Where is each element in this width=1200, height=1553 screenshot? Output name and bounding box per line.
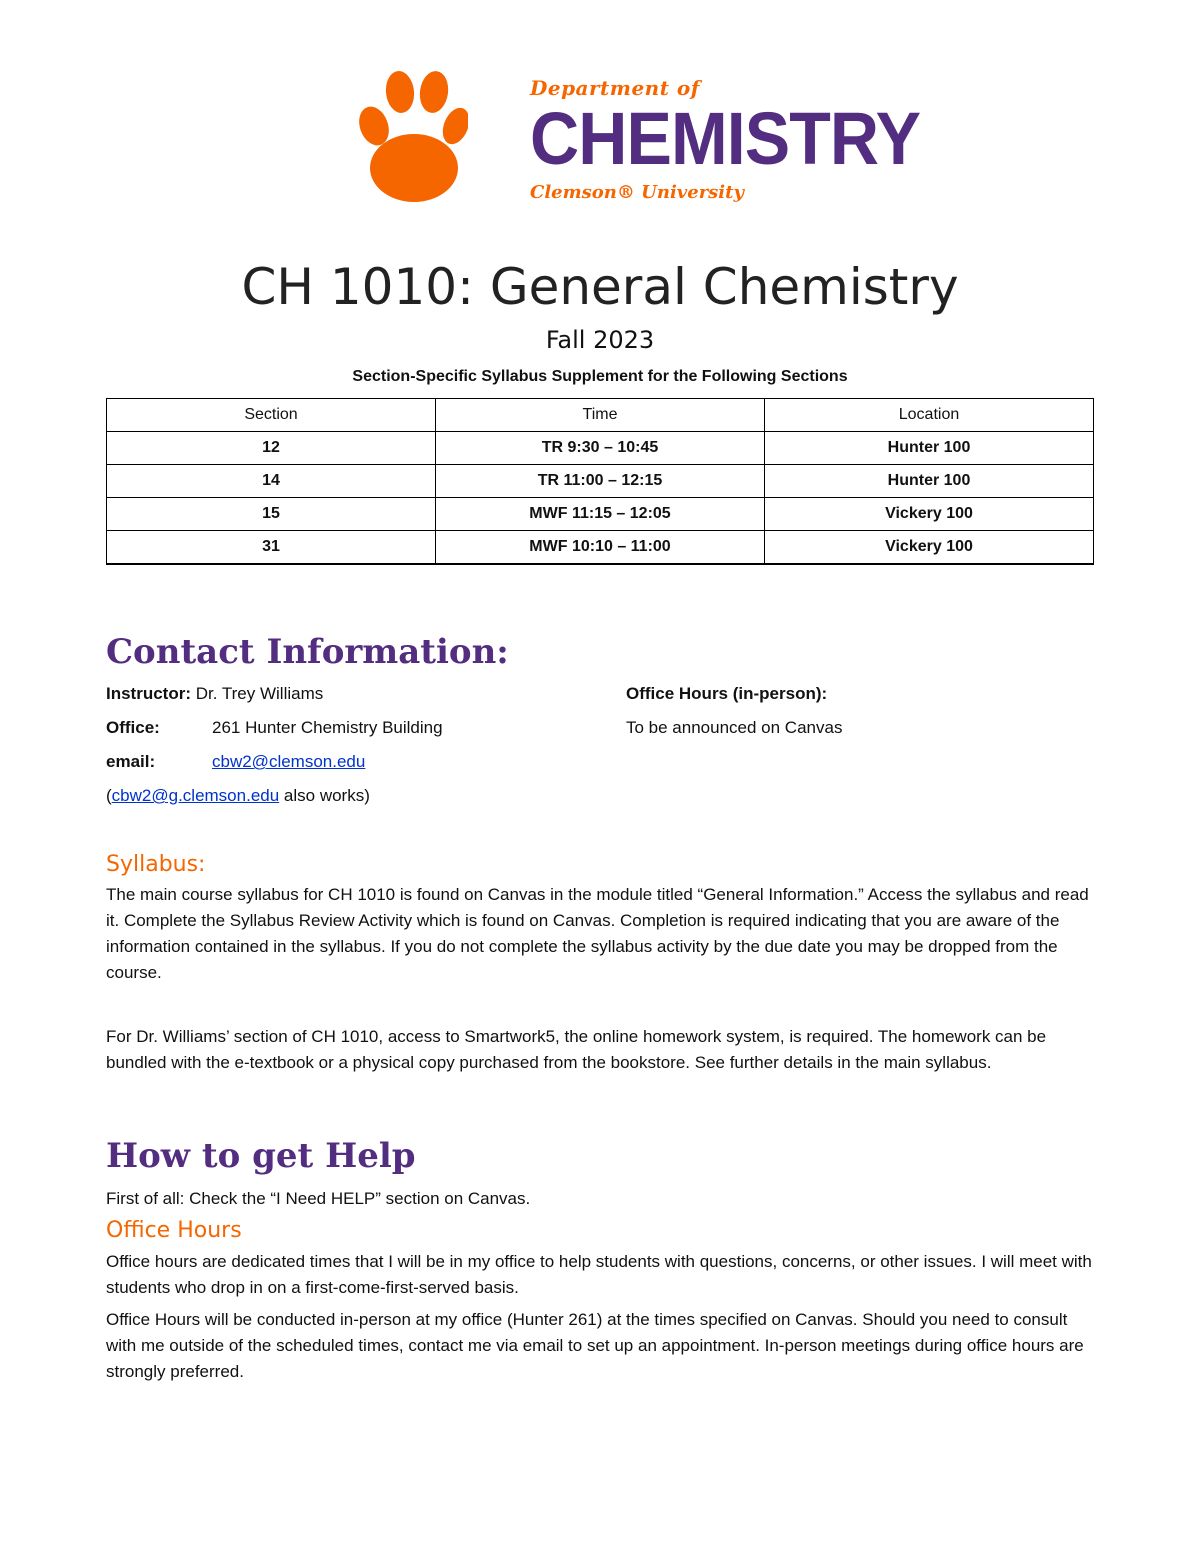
table-cell: Hunter 100 xyxy=(765,432,1094,465)
email-container xyxy=(212,752,365,772)
syllabus-paragraph-2: For Dr. Williams’ section of CH 1010, access to Smartwork5, the online homework system, is required. The homework can be bundled with the e-textbook or a physical copy purchased from the bookstore. See further details in the main syllabus. xyxy=(106,1027,1047,1072)
alt-email-note: also works) xyxy=(279,786,370,805)
table-cell: 12 xyxy=(107,432,436,465)
alt-email-open: ( xyxy=(106,786,112,805)
syllabus-paragraph-1: The main course syllabus for CH 1010 is found on Canvas in the module titled “General Information.” Access the syllabus and read it. Complete the Syllabus Review Activity which is found on Canvas. Completion is required indicating that you are aware of the information contained in the syllabus. If you do not complete the syllabus activity by the due date you may be dropped from the course. xyxy=(106,885,1089,982)
table-cell: Hunter 100 xyxy=(765,465,1094,498)
course-term: Fall 2023 xyxy=(545,326,655,354)
office-hours-label-text: Office Hours (in-person): xyxy=(626,684,828,703)
alt-email-line xyxy=(106,786,370,806)
office-hours-heading: Office Hours xyxy=(106,1218,242,1243)
help-heading: How to get Help xyxy=(106,1136,416,1176)
table-row xyxy=(107,531,1094,565)
table-cell: MWF 11:15 – 12:05 xyxy=(436,498,765,531)
email-link[interactable]: cbw2@clemson.edu xyxy=(212,752,366,771)
table-cell: 14 xyxy=(107,465,436,498)
office-hours-label xyxy=(626,684,827,704)
instructor-name: Dr. Trey Williams xyxy=(195,684,324,703)
table-cell: TR 11:00 – 12:15 xyxy=(436,465,765,498)
office-line xyxy=(106,718,160,738)
supplement-subtitle: Section-Specific Syllabus Supplement for the Following Sections xyxy=(352,368,848,385)
table-row xyxy=(107,465,1094,498)
table-cell: Vickery 100 xyxy=(765,531,1094,565)
tiger-paw-icon xyxy=(358,68,468,208)
alt-email-link[interactable]: cbw2@g.clemson.edu xyxy=(111,786,280,805)
table-cell: TR 9:30 – 10:45 xyxy=(436,432,765,465)
instructor-line xyxy=(106,684,323,704)
email-line xyxy=(106,752,155,772)
course-title: CH 1010: General Chemistry xyxy=(241,258,959,316)
office-label: Office: xyxy=(106,718,160,737)
logo-chemistry: CHEMISTRY xyxy=(530,97,921,180)
table-cell: 15 xyxy=(107,498,436,531)
syllabus-heading: Syllabus: xyxy=(106,852,206,877)
logo-wordmark xyxy=(530,76,954,203)
column-header: Location xyxy=(765,399,1094,432)
table-row xyxy=(107,498,1094,531)
logo-department: Department of xyxy=(530,76,700,100)
table-header-row xyxy=(107,399,1094,432)
sections-table xyxy=(106,398,1094,565)
help-intro: First of all: Check the “I Need HELP” section on Canvas. xyxy=(106,1189,531,1208)
office-hours-paragraph-1: Office hours are dedicated times that I will be in my office to help students with questions, concerns, or other issues. I will meet with students who drop in on a first-come-first-served basis. xyxy=(106,1252,1092,1297)
column-header: Section xyxy=(107,399,436,432)
table-cell: 31 xyxy=(107,531,436,565)
table-cell: Vickery 100 xyxy=(765,498,1094,531)
office-value: 261 Hunter Chemistry Building xyxy=(212,718,443,737)
column-header: Time xyxy=(436,399,765,432)
logo-university: Clemson® University xyxy=(530,182,744,203)
instructor-label: Instructor: xyxy=(106,684,191,703)
table-row xyxy=(107,432,1094,465)
table-cell: MWF 10:10 – 11:00 xyxy=(436,531,765,565)
office-hours-value: To be announced on Canvas xyxy=(626,718,843,737)
department-logo xyxy=(358,68,921,218)
office-hours-paragraph-2: Office Hours will be conducted in-person at my office (Hunter 261) at the times specified on Canvas. Should you need to consult with me outside of the scheduled times, contact me via email to set up an appointment. In-person meetings during office hours are strongly preferred. xyxy=(106,1310,1084,1381)
email-label: email: xyxy=(106,752,156,771)
contact-heading: Contact Information: xyxy=(106,632,509,672)
